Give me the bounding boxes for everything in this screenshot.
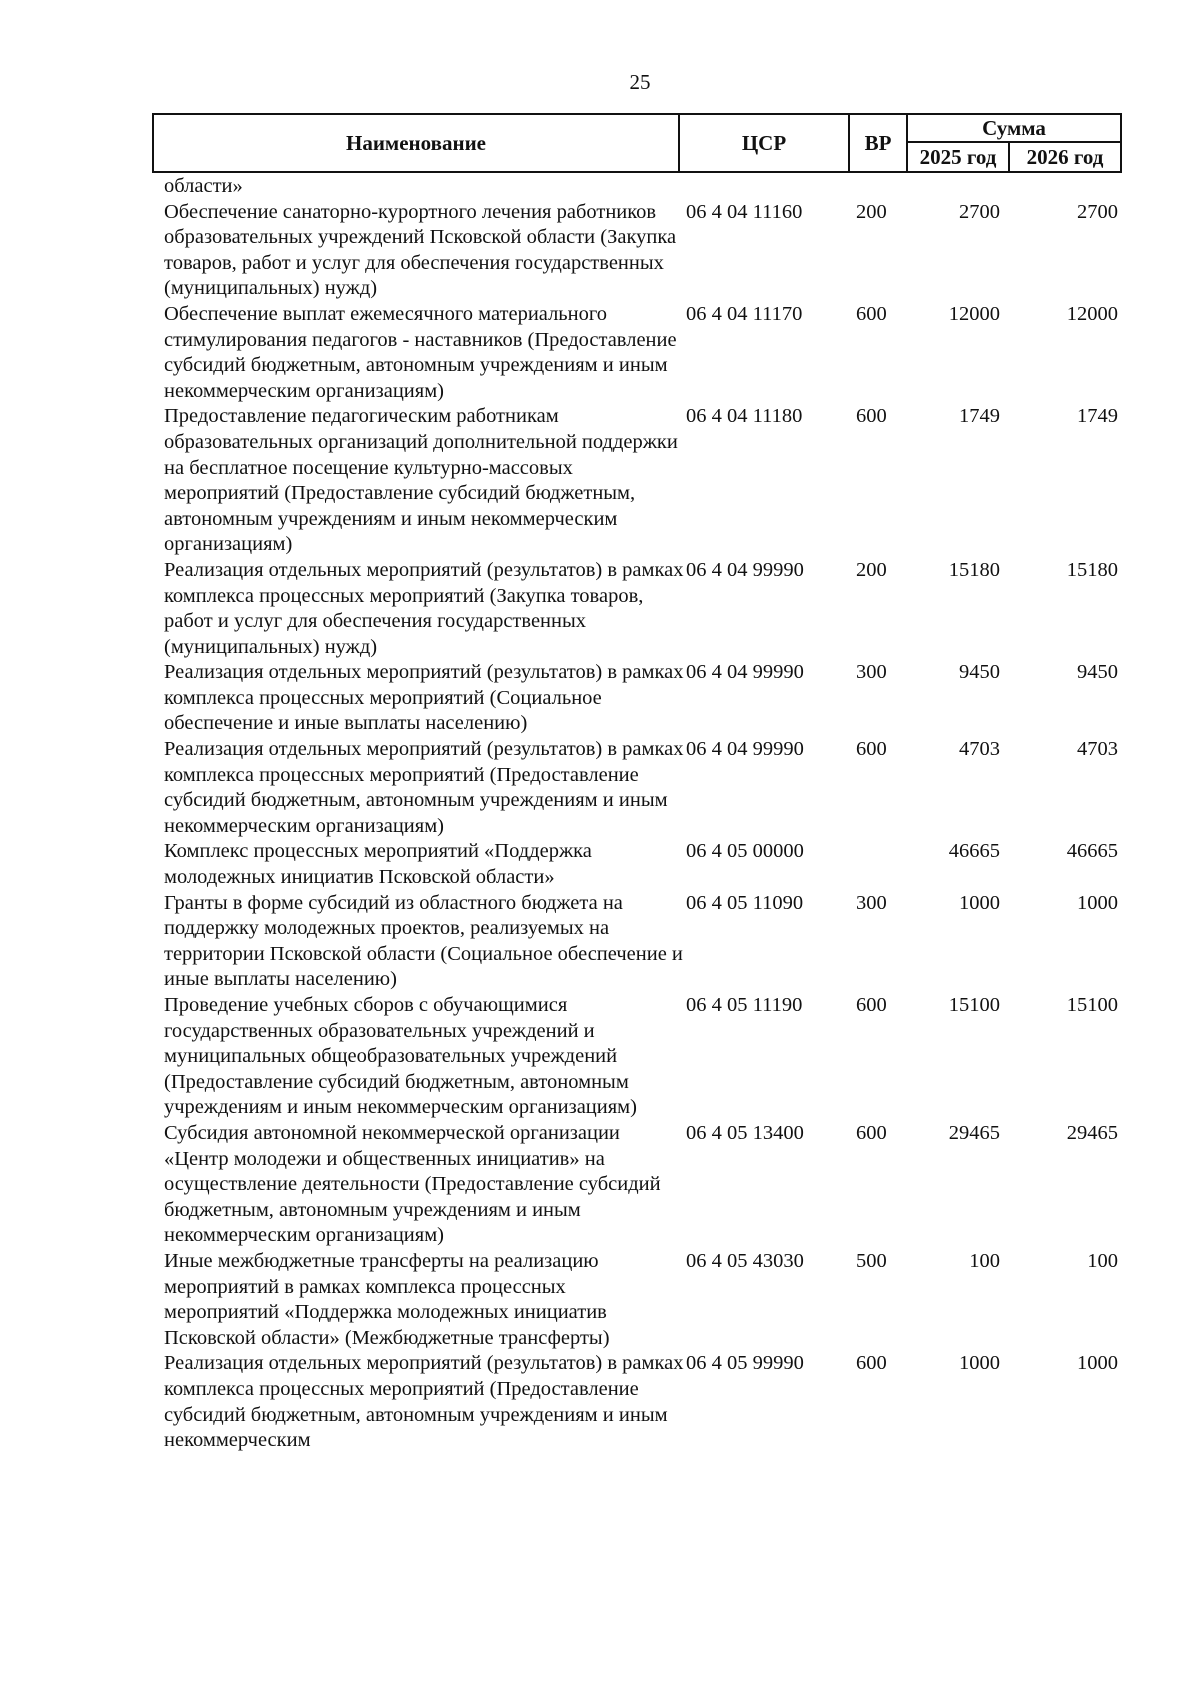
- row-vr: 200: [856, 200, 887, 223]
- row-amount-2026: 1749: [1077, 405, 1118, 428]
- table-body: [164, 174, 1120, 1454]
- row-amount-2026: 9450: [1077, 661, 1118, 684]
- row-amount-2025: 9450: [959, 661, 1000, 684]
- row-amount-2025: 15100: [948, 994, 1000, 1016]
- row-amount-2025: 15180: [948, 558, 1000, 581]
- row-name: Обеспечение санаторно-курортного лечения работников образовательных учреждений Псковской области (Закупка товаров, работ и услуг для обеспечения государственных (муниципальных) нужд): [164, 200, 677, 300]
- row-name: Проведение учебных сборов с обучающимися государственных образовательных учреждений и муниципальных общеобразовательных учреждений (Предоставление субсидий бюджетным, автономным учреждениям и иным некоммерческим организациям): [164, 994, 637, 1119]
- row-amount-2026: 15100: [1066, 994, 1118, 1016]
- row-vr: 600: [856, 738, 887, 761]
- table-header: [152, 113, 1122, 173]
- row-amount-2026: 1000: [1077, 891, 1118, 914]
- row-amount-2025: 12000: [948, 302, 1000, 325]
- row-name: Субсидия автономной некоммерческой организации «Центр молодежи и общественных инициатив» на осуществление деятельности (Предоставление субсидий бюджетным, автономным учреждениям и иным некоммерческим организациям): [164, 1121, 661, 1247]
- row-amount-2026: 12000: [1066, 302, 1118, 325]
- table-row: [164, 302, 1120, 404]
- table-row: [164, 839, 1120, 890]
- row-name: Реализация отдельных мероприятий (результатов) в рамках комплекса процессных мероприятий (Предоставление субсидий бюджетным, автономным учреждениям и иным некоммерческим организациям): [164, 738, 684, 837]
- table-row: [164, 737, 1120, 839]
- table-row: [164, 993, 1120, 1121]
- row-name: Иные межбюджетные трансферты на реализацию мероприятий в рамках комплекса процессных мероприятий «Поддержка молодежных инициатив Псковской области» (Межбюджетные трансферты): [164, 1249, 610, 1349]
- row-amount-2025: 1000: [959, 1352, 1000, 1375]
- header-vr: ВР: [850, 115, 908, 171]
- row-csr: 06 4 04 99990: [686, 558, 804, 581]
- header-sum: Сумма: [908, 115, 1120, 143]
- row-amount-2026: 1000: [1077, 1352, 1118, 1375]
- row-name: Реализация отдельных мероприятий (результатов) в рамках комплекса процессных мероприятий (Социальное обеспечение и иные выплаты населению): [164, 661, 684, 735]
- row-name: Обеспечение выплат ежемесячного материального стимулирования педагогов - наставников (Предоставление субсидий бюджетным, автономным учреждениям и иным некоммерческим организациям): [164, 302, 677, 402]
- row-csr: [684, 174, 846, 200]
- row-csr: 06 4 05 00000: [686, 840, 804, 863]
- row-csr: 06 4 04 99990: [686, 661, 804, 684]
- row-vr: 600: [856, 405, 887, 428]
- header-year-2026: 2026 год: [1026, 144, 1104, 169]
- table-row: [164, 404, 1120, 558]
- row-name: Комплекс процессных мероприятий «Поддержка молодежных инициатив Псковской области»: [164, 840, 592, 889]
- row-vr: 600: [856, 1352, 887, 1375]
- row-vr: 600: [856, 1121, 887, 1144]
- table-row: [164, 891, 1120, 993]
- row-vr: 600: [856, 302, 887, 325]
- row-csr: 06 4 04 11180: [686, 405, 803, 428]
- row-csr: 06 4 05 13400: [686, 1121, 804, 1144]
- row-name: Реализация отдельных мероприятий (результатов) в рамках комплекса процессных мероприятий (Закупка товаров, работ и услуг для обеспечения государственных (муниципальных) нужд): [164, 558, 684, 658]
- row-amount-2025: 2700: [959, 200, 1000, 223]
- row-amount-2025: 46665: [948, 840, 1000, 863]
- table-row: [164, 1121, 1120, 1249]
- row-amount-2025: 1749: [959, 405, 1000, 428]
- row-amount-2026: 29465: [1066, 1121, 1118, 1144]
- table-row: [164, 1351, 1120, 1453]
- row-amount-2026: 2700: [1077, 200, 1118, 223]
- row-vr: 600: [856, 994, 887, 1016]
- row-vr: 300: [856, 661, 887, 684]
- row-amount-2025: 29465: [948, 1121, 1000, 1144]
- row-vr: 200: [856, 558, 887, 581]
- row-csr: 06 4 05 43030: [686, 1249, 804, 1272]
- row-amount-2026: 15180: [1066, 558, 1118, 581]
- row-amount-2025: 100: [969, 1249, 1000, 1272]
- row-amount-2026: [1000, 174, 1118, 200]
- header-year-2025: 2025 год: [908, 143, 1010, 171]
- row-vr: [846, 174, 906, 200]
- row-amount-2026: 100: [1087, 1249, 1118, 1272]
- page-number: 25: [629, 70, 651, 94]
- row-csr: 06 4 04 99990: [686, 738, 804, 761]
- row-name: Реализация отдельных мероприятий (результатов) в рамках комплекса процессных мероприятий (Предоставление субсидий бюджетным, автономным учреждениям и иным некоммерческим: [164, 1352, 684, 1452]
- header-name: Наименование: [154, 115, 680, 171]
- table-row: [164, 1249, 1120, 1351]
- table-row: [164, 174, 1120, 200]
- row-amount-2026: 46665: [1066, 840, 1118, 863]
- header-csr: ЦСР: [680, 115, 850, 171]
- table-row: [164, 660, 1120, 737]
- row-csr: 06 4 05 11190: [686, 994, 803, 1016]
- row-name: Гранты в форме субсидий из областного бюджета на поддержку молодежных проектов, реализуемых на территории Псковской области (Социальное обеспечение и иные выплаты населению): [164, 891, 683, 991]
- row-vr: [846, 839, 906, 890]
- row-csr: 06 4 04 11160: [686, 200, 803, 223]
- row-name: области»: [164, 175, 243, 197]
- row-amount-2025: [906, 174, 1000, 200]
- row-vr: 300: [856, 891, 887, 914]
- table-row: [164, 200, 1120, 302]
- row-csr: 06 4 05 99990: [686, 1352, 804, 1375]
- row-csr: 06 4 05 11090: [686, 891, 804, 914]
- row-vr: 500: [856, 1249, 887, 1272]
- row-name: Предоставление педагогическим работникам образовательных организаций дополнительной поддержки на бесплатное посещение культурно-массовых мероприятий (Предоставление субсидий бюджетным, автономным учреждениям и иным некоммерческим организациям): [164, 405, 678, 556]
- row-amount-2026: 4703: [1077, 738, 1118, 761]
- row-amount-2025: 1000: [959, 891, 1000, 914]
- row-csr: 06 4 04 11170: [686, 302, 803, 325]
- table-row: [164, 558, 1120, 660]
- row-amount-2025: 4703: [959, 738, 1000, 761]
